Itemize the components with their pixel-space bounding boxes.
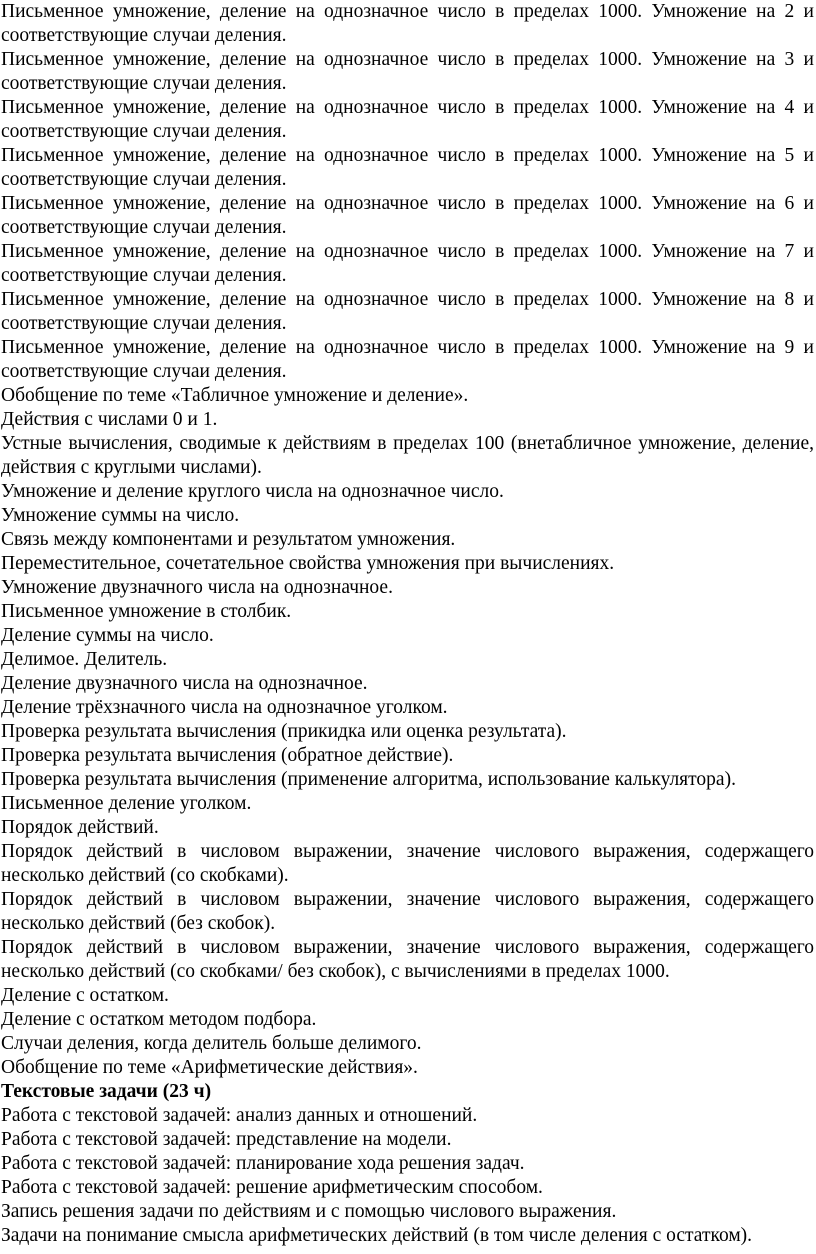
- topic-paragraph: Порядок действий в числовом выражении, значение числового выражения, содержащего несколько действий (со скобками).: [1, 841, 814, 886]
- topic-paragraph: Деление с остатком.: [1, 985, 169, 1006]
- topic-paragraph: Обобщение по теме «Арифметические действия».: [1, 1057, 418, 1078]
- topic-paragraph: Проверка результата вычисления (прикидка или оценка результата).: [1, 721, 567, 742]
- topic-paragraph: Умножение и деление круглого числа на однозначное число.: [1, 481, 504, 502]
- topic-paragraph: Письменное умножение, деление на однозначное число в пределах 1000. Умножение на 9 и соответствующие случаи деления.: [1, 337, 814, 382]
- topic-paragraph: Порядок действий.: [1, 817, 159, 838]
- topic-paragraph: Работа с текстовой задачей: решение арифметическим способом.: [1, 1177, 543, 1198]
- topic-paragraph: Работа с текстовой задачей: планирование хода решения задач.: [1, 1153, 525, 1174]
- topic-paragraph: Письменное умножение, деление на однозначное число в пределах 1000. Умножение на 7 и соответствующие случаи деления.: [1, 241, 814, 286]
- topic-paragraph: Обобщение по теме «Табличное умножение и деление».: [1, 385, 469, 406]
- topic-paragraph: Деление двузначного числа на однозначное.: [1, 673, 368, 694]
- topic-paragraph: Письменное умножение в столбик.: [1, 601, 292, 622]
- topic-paragraph: Проверка результата вычисления (применение алгоритма, использование калькулятора).: [1, 769, 736, 790]
- topic-paragraph: Письменное умножение, деление на однозначное число в пределах 1000. Умножение на 3 и соответствующие случаи деления.: [1, 49, 814, 94]
- section-heading: Текстовые задачи (23 ч): [1, 1081, 212, 1102]
- topic-paragraph: Переместительное, сочетательное свойства умножения при вычислениях.: [1, 553, 615, 574]
- topic-paragraph: Письменное умножение, деление на однозначное число в пределах 1000. Умножение на 5 и соответствующие случаи деления.: [1, 145, 814, 190]
- topic-paragraph: Работа с текстовой задачей: представление на модели.: [1, 1129, 452, 1150]
- topic-paragraph: Письменное умножение, деление на однозначное число в пределах 1000. Умножение на 8 и соответствующие случаи деления.: [1, 289, 814, 334]
- topic-paragraph: Умножение двузначного числа на однозначное.: [1, 577, 393, 598]
- topic-paragraph: Устные вычисления, сводимые к действиям в пределах 100 (внетабличное умножение, деление, действия с круглыми числами).: [1, 433, 814, 478]
- topic-paragraph: Письменное деление уголком.: [1, 793, 252, 814]
- topic-paragraph: Действия с числами 0 и 1.: [1, 409, 218, 430]
- topic-paragraph: Работа с текстовой задачей: анализ данных и отношений.: [1, 1105, 478, 1126]
- topic-paragraph: Письменное умножение, деление на однозначное число в пределах 1000. Умножение на 4 и соответствующие случаи деления.: [1, 97, 814, 142]
- topic-paragraph: Случаи деления, когда делитель больше делимого.: [1, 1033, 422, 1054]
- topic-paragraph: Делимое. Делитель.: [1, 649, 168, 670]
- topic-paragraph: Письменное умножение, деление на однозначное число в пределах 1000. Умножение на 6 и соответствующие случаи деления.: [1, 193, 814, 238]
- topic-paragraph: Порядок действий в числовом выражении, значение числового выражения, содержащего несколько действий (со скобками/ без скобок), с вычислениями в пределах 1000.: [1, 937, 814, 982]
- topic-paragraph: Задачи на понимание смысла арифметических действий (в том числе деления с остатком).: [1, 1225, 753, 1246]
- topic-paragraph: Деление суммы на число.: [1, 625, 214, 646]
- section-topic-list: [1, 1104, 814, 1248]
- topic-list: [1, 0, 814, 1080]
- topic-paragraph: Запись решения задачи по действиям и с помощью числового выражения.: [1, 1201, 617, 1222]
- topic-paragraph: Связь между компонентами и результатом умножения.: [1, 529, 456, 550]
- topic-paragraph: Порядок действий в числовом выражении, значение числового выражения, содержащего несколько действий (без скобок).: [1, 889, 814, 934]
- topic-paragraph: Проверка результата вычисления (обратное действие).: [1, 745, 454, 766]
- topic-paragraph: Деление трёхзначного числа на однозначное уголком.: [1, 697, 448, 718]
- topic-paragraph: Деление с остатком методом подбора.: [1, 1009, 317, 1030]
- topic-paragraph: Письменное умножение, деление на однозначное число в пределах 1000. Умножение на 2 и соответствующие случаи деления.: [1, 1, 814, 46]
- topic-paragraph: Умножение суммы на число.: [1, 505, 240, 526]
